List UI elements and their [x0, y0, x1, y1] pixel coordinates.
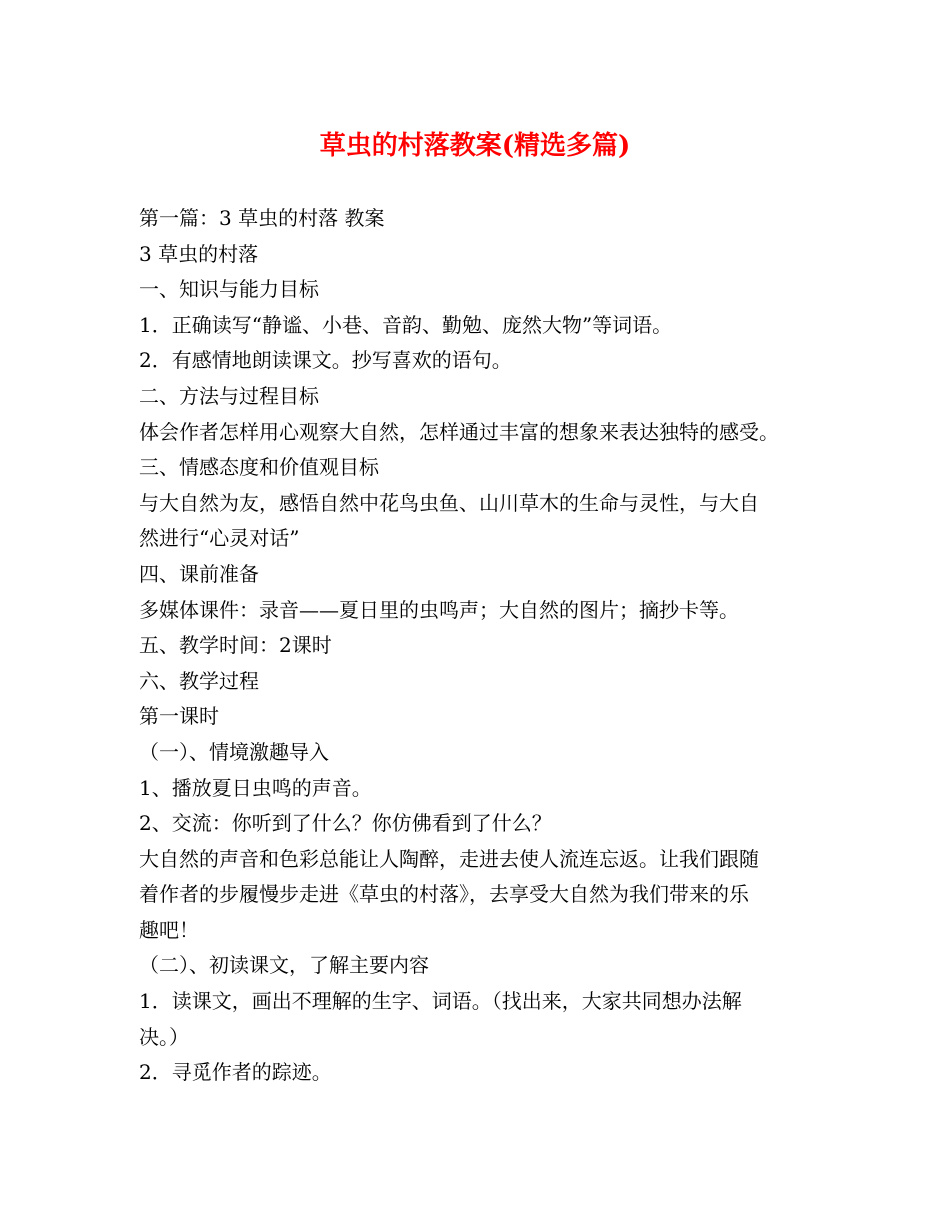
body-line: 1、播放夏日虫鸣的声音。	[139, 775, 372, 800]
body-line: 第一课时	[139, 704, 219, 729]
body-line: 2．有感情地朗读课文。抄写喜欢的语句。	[139, 348, 512, 373]
body-line: 2、交流：你听到了什么？你仿佛看到了什么？	[139, 811, 552, 836]
body-line: 六、教学过程	[139, 668, 259, 693]
body-line: 三、情感态度和价值观目标	[139, 455, 379, 480]
body-line: （二）、初读课文，了解主要内容	[139, 953, 429, 978]
body-line: 着作者的步履慢步走进《草虫的村落》，去享受大自然为我们带来的乐	[139, 882, 749, 907]
body-line: 二、方法与过程目标	[139, 383, 319, 408]
body-line: （一）、情境激趣导入	[139, 739, 329, 764]
body-line: 大自然的声音和色彩总能让人陶醉，走进去使人流连忘返。让我们跟随	[139, 846, 759, 871]
body-line: 1．读课文，画出不理解的生字、词语。（找出来，大家共同想办法解	[139, 989, 742, 1014]
body-line: 四、课前准备	[139, 561, 259, 586]
body-line: 3 草虫的村落	[139, 241, 259, 266]
body-line: 1．正确读写“静谧、小巷、音韵、勤勉、庞然大物”等词语。	[139, 312, 673, 337]
body-line: 一、知识与能力目标	[139, 277, 319, 302]
body-line: 2．寻觅作者的踪迹。	[139, 1060, 332, 1085]
body-line: 多媒体课件：录音——夏日里的虫鸣声；大自然的图片；摘抄卡等。	[139, 597, 739, 622]
body-line: 五、教学时间：2课时	[139, 633, 332, 658]
body-line: 与大自然为友，感悟自然中花鸟虫鱼、山川草木的生命与灵性，与大自	[139, 490, 759, 515]
body-line: 然进行“心灵对话”	[139, 526, 300, 551]
body-line: 决。）	[139, 1024, 189, 1049]
body-line: 第一篇：3 草虫的村落 教案	[139, 206, 385, 230]
document-body	[139, 201, 839, 1091]
body-line: 趣吧！	[139, 917, 199, 942]
document-title: 草虫的村落教案(精选多篇)	[319, 131, 631, 161]
body-line: 体会作者怎样用心观察大自然，怎样通过丰富的想象来表达独特的感受。	[139, 419, 779, 444]
